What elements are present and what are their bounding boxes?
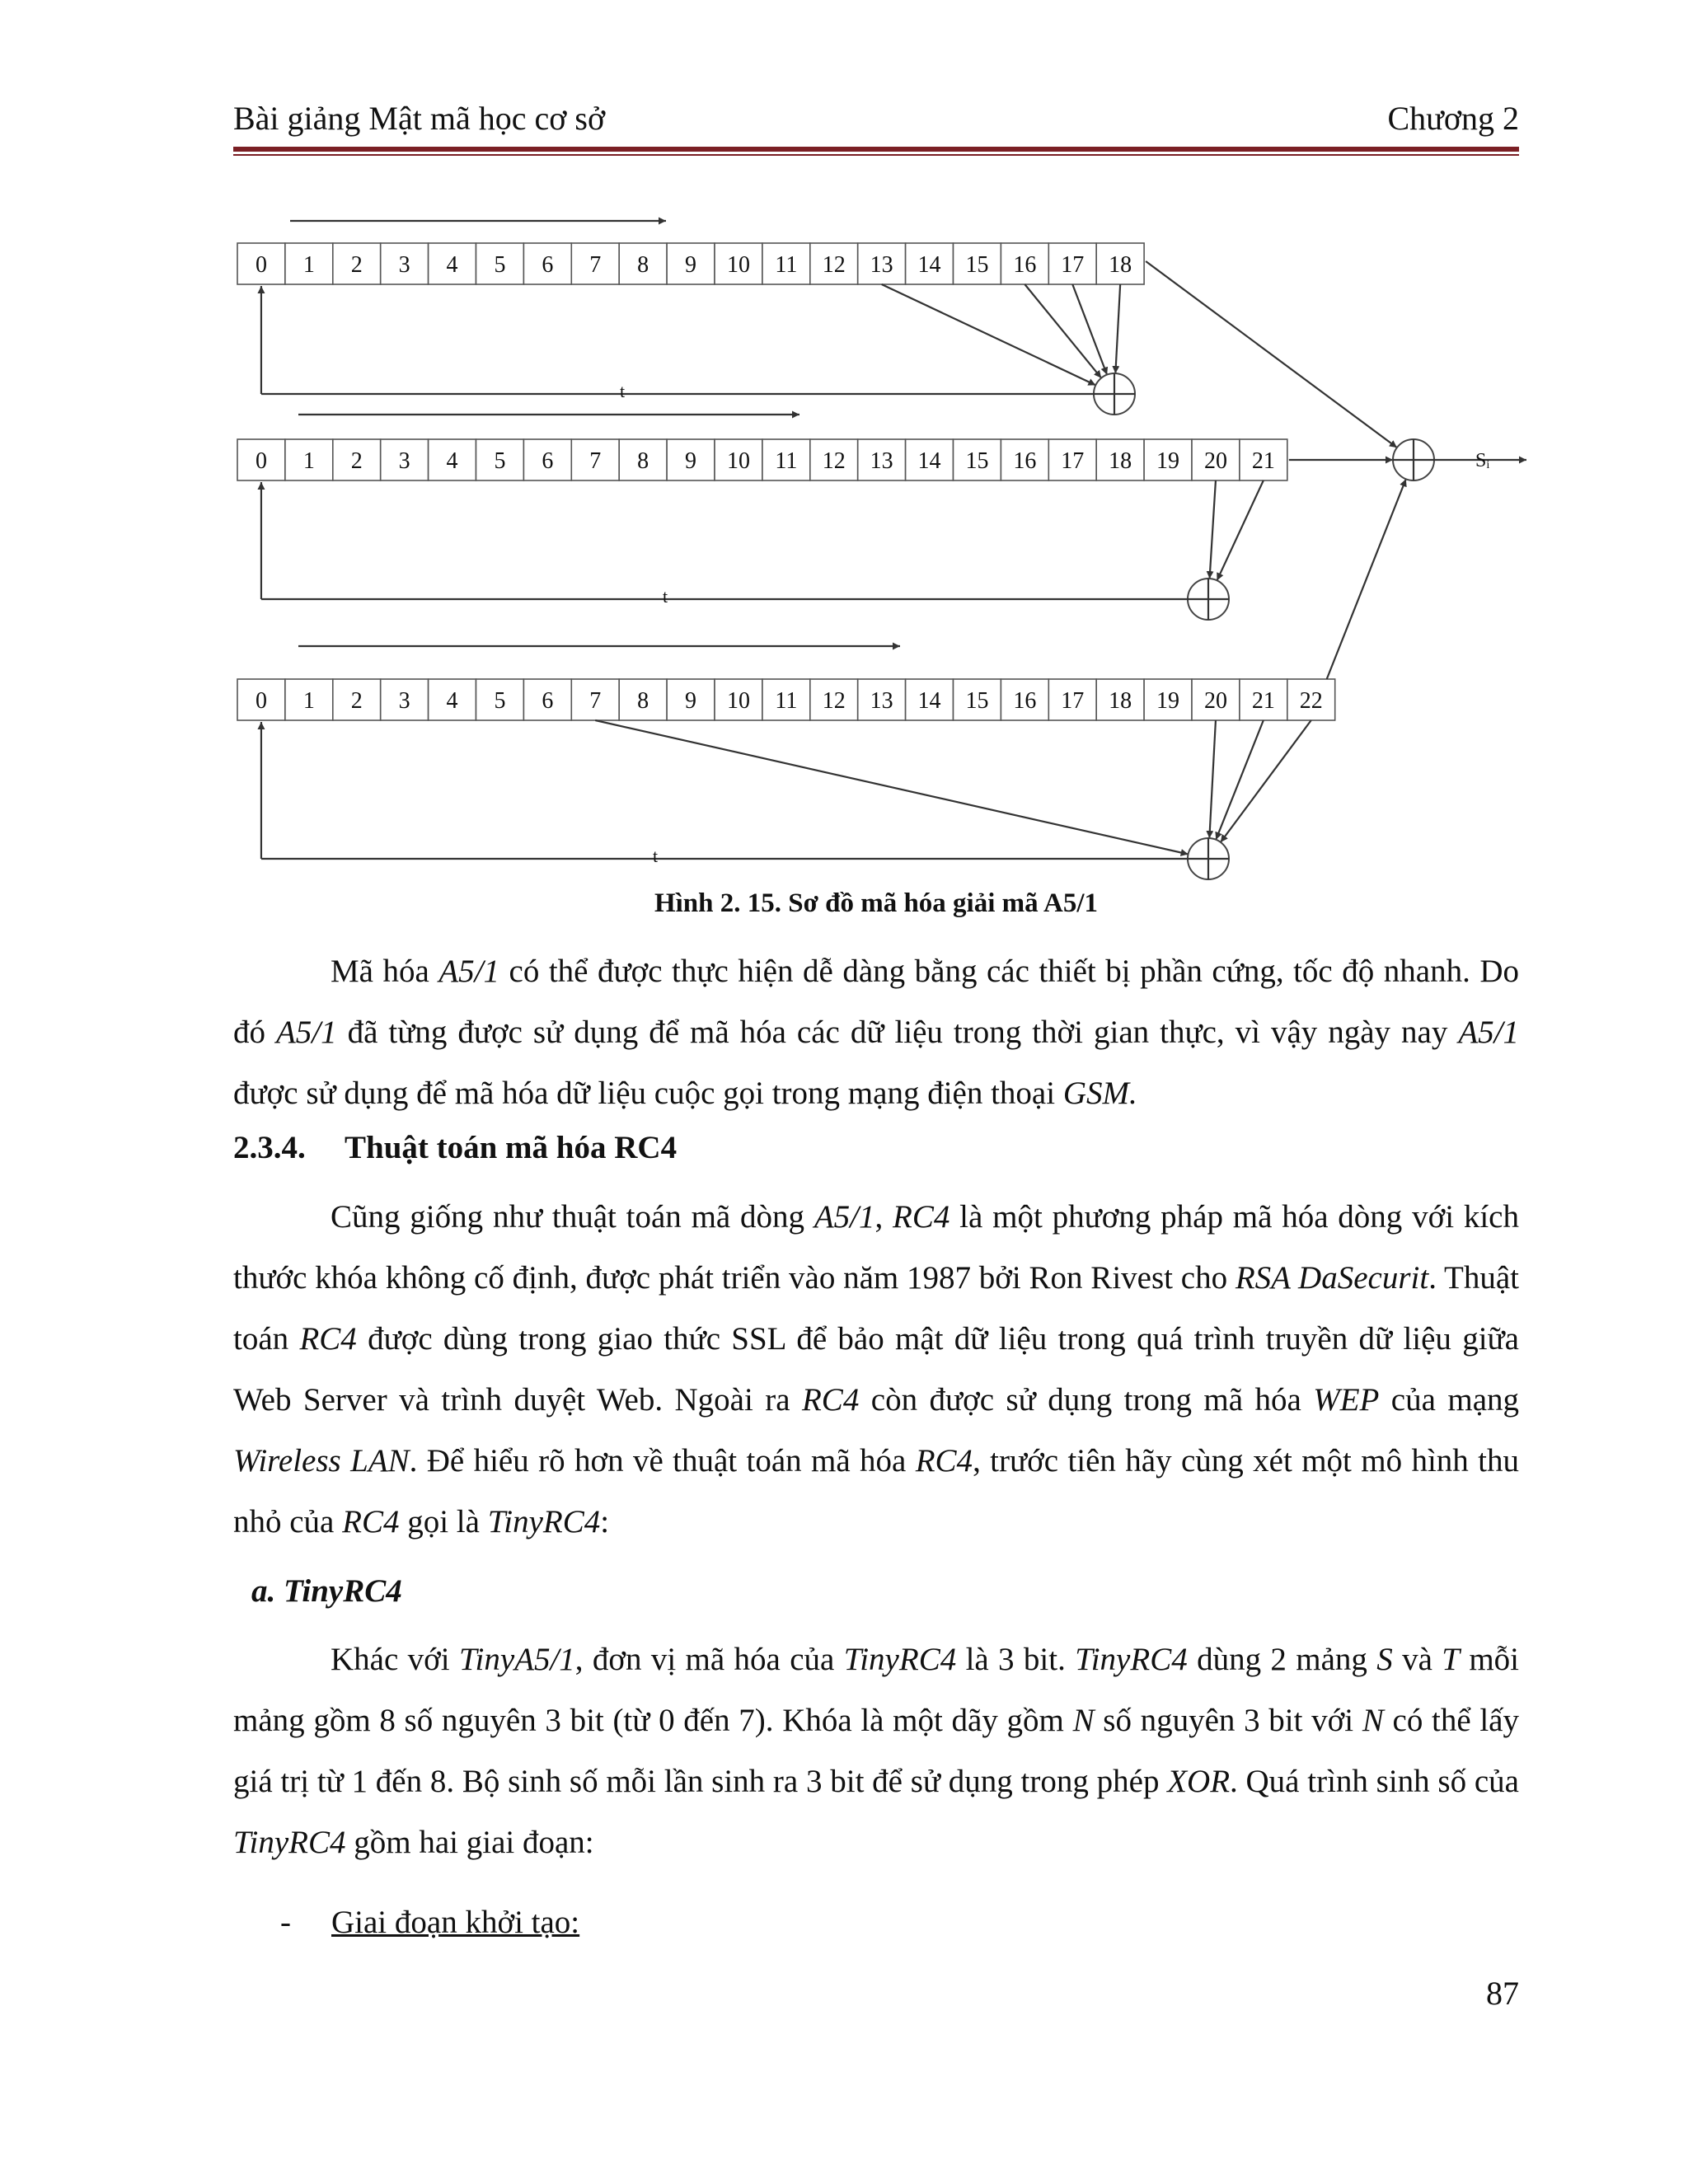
register-cell-label: 0	[255, 688, 267, 714]
p3-term: XOR	[1167, 1764, 1231, 1799]
p2-text: được dùng trong giao thức SSL để bảo mật dữ liệu trong quá trình truyền dữ liệu giữa Web Server và trình duyệt Web. Ngoài ra	[233, 1321, 1519, 1418]
register-cell-label: 9	[685, 252, 697, 278]
keystream-label: Sᵢ	[1475, 450, 1490, 471]
register-cell-label: 21	[1251, 448, 1275, 474]
feedback-label: t	[662, 586, 668, 607]
register-cell-label: 19	[1156, 688, 1180, 714]
feedback-label: t	[619, 381, 626, 401]
register-cell-label: 6	[542, 448, 554, 474]
p2-text: , trước tiên hãy cùng xét một mô hình thu nhỏ của	[233, 1443, 1519, 1540]
p2-term: A5/1	[814, 1199, 875, 1235]
figure-caption: Hình 2. 15. Sơ đồ mã hóa giải mã A5/1	[654, 888, 1099, 918]
register-cell-label: 4	[446, 688, 458, 714]
register-cell-label: 9	[685, 688, 697, 714]
register-cell-label: 17	[1061, 252, 1085, 278]
p2-term: TinyRC4	[487, 1504, 601, 1540]
register-cell-label: 4	[446, 252, 458, 278]
register-cell-label: 5	[494, 448, 506, 474]
register-cell-label: 0	[255, 448, 267, 474]
register-cell-label: 11	[775, 448, 798, 474]
register-cell-label: 8	[637, 688, 649, 714]
subsection-heading: a. TinyRC4	[251, 1573, 402, 1609]
register-cell-label: 14	[917, 688, 941, 714]
bullet-item	[280, 1904, 579, 1941]
tap-arrow	[882, 284, 1096, 385]
register-cell-label: 10	[726, 252, 750, 278]
p3-term: TinyA5/1	[458, 1642, 575, 1677]
p2-term: RC4	[342, 1504, 400, 1540]
register-cell-label: 5	[494, 688, 506, 714]
bullet-dash: -	[280, 1905, 291, 1940]
page-number: 87	[1486, 1975, 1519, 2012]
register-cell-label: 22	[1299, 688, 1323, 714]
register-cell-label: 20	[1203, 448, 1227, 474]
register-cell-label: 10	[726, 448, 750, 474]
p1-term: A5/1	[438, 954, 499, 989]
p2-term: RC4	[893, 1199, 950, 1235]
register-cell-label: 18	[1109, 448, 1132, 474]
register-cell-label: 13	[870, 448, 893, 474]
register-cell-label: 15	[965, 252, 989, 278]
register-cell-label: 7	[589, 448, 602, 474]
register-cell-label: 12	[822, 448, 846, 474]
paragraph-2	[233, 1187, 1519, 1553]
p3-text: Khác với	[331, 1642, 459, 1677]
section-number: 2.3.4.	[233, 1130, 306, 1165]
register-cell-label: 3	[398, 448, 410, 474]
p2-text: ,	[874, 1199, 893, 1235]
register-cell-label: 16	[1013, 688, 1037, 714]
register-cell-label: 1	[302, 688, 315, 714]
p1-term: GSM.	[1062, 1076, 1137, 1111]
tap-arrow	[595, 720, 1188, 854]
register-cell-label: 7	[589, 252, 602, 278]
p3-text: là 3 bit.	[956, 1642, 1076, 1677]
register-cell-label: 8	[637, 252, 649, 278]
tap-arrow	[1217, 480, 1264, 580]
p3-term: T	[1442, 1642, 1460, 1677]
p3-term: N	[1072, 1703, 1095, 1738]
p2-term: Wireless LAN	[233, 1443, 410, 1479]
register-cell-label: 12	[822, 252, 846, 278]
a51-diagram	[0, 0, 1688, 890]
tap-arrow	[1210, 480, 1216, 579]
p1-text: được sử dụng để mã hóa dữ liệu cuộc gọi trong mạng điện thoại	[233, 1076, 1063, 1111]
register-cell-label: 6	[542, 688, 554, 714]
p2-text: :	[600, 1504, 610, 1540]
register-cell-label: 13	[870, 252, 893, 278]
tap-arrow	[1209, 720, 1216, 838]
register-cell-label: 3	[398, 688, 410, 714]
register-cell-label: 12	[822, 688, 846, 714]
register-cell-label: 14	[917, 448, 941, 474]
p3-text: . Quá trình sinh số của	[1230, 1764, 1519, 1799]
p1-text: có thể được thực hiện dễ dàng bằng các thiết bị phần cứng, tốc độ nhanh. Do đó	[233, 954, 1519, 1050]
p2-term: RC4	[299, 1321, 357, 1357]
register-cell-label: 10	[726, 688, 750, 714]
p3-term: TinyRC4	[843, 1642, 957, 1677]
tap-arrow	[1216, 720, 1264, 840]
register-cell-label: 6	[542, 252, 554, 278]
p3-text: mỗi mảng gồm 8 số nguyên 3 bit (từ 0 đến 7). Khóa là một dãy gồm	[233, 1642, 1520, 1738]
register-cell-label: 1	[302, 448, 315, 474]
p1-text: đã từng được sử dụng để mã hóa các dữ liệu trong thời gian thực, vì vậy ngày nay	[336, 1015, 1459, 1050]
register-cell-label: 7	[589, 688, 602, 714]
register-cell-label: 0	[255, 252, 267, 278]
register-cell-label: 21	[1251, 688, 1275, 714]
p2-term: RC4	[801, 1382, 860, 1418]
register-cell-label: 8	[637, 448, 649, 474]
p3-text: và	[1392, 1642, 1442, 1677]
p2-text: còn được sử dụng trong mã hóa	[859, 1382, 1314, 1418]
register-cell-label: 1	[302, 252, 315, 278]
p2-text: . Thuật toán	[233, 1260, 1519, 1357]
register-cell-label: 2	[350, 688, 363, 714]
paragraph-1	[233, 941, 1519, 1124]
register-cell-label: 2	[350, 448, 363, 474]
register-cell-label: 18	[1109, 252, 1132, 278]
p3-term: TinyRC4	[233, 1825, 346, 1860]
p3-text: dùng 2 mảng	[1187, 1642, 1377, 1677]
tap-arrow	[1221, 720, 1311, 842]
register-cell-label: 5	[494, 252, 506, 278]
section-title: Thuật toán mã hóa RC4	[345, 1130, 678, 1165]
register-cell-label: 19	[1156, 448, 1180, 474]
p3-term: S	[1376, 1642, 1393, 1677]
register-cell-label: 3	[398, 252, 410, 278]
p2-term: RSA DaSecurit	[1235, 1260, 1429, 1296]
register-cell-label: 20	[1203, 688, 1227, 714]
p2-text: là một phương pháp mã hóa dòng với kích thước khóa không cố định, được phát triển vào năm 1987 bởi Ron Rivest cho	[233, 1199, 1519, 1296]
header-chapter: Chương 2	[1387, 100, 1519, 137]
tap-arrow	[1115, 284, 1120, 373]
tap-arrow	[1072, 284, 1107, 375]
bullet-text: Giai đoạn khởi tạo:	[331, 1905, 580, 1940]
p1-text: Mã hóa	[331, 954, 439, 989]
output-arrow	[1327, 479, 1406, 679]
p3-text: có thể lấy giá trị từ 1 đến 8. Bộ sinh số mỗi lần sinh ra 3 bit để sử dụng trong phép	[233, 1703, 1519, 1799]
p2-text: của mạng	[1379, 1382, 1519, 1418]
output-arrow	[1146, 261, 1397, 448]
register-cell-label: 9	[685, 448, 697, 474]
paragraph-3	[233, 1629, 1519, 1873]
feedback-label: t	[652, 846, 659, 866]
register-cell-label: 18	[1109, 688, 1132, 714]
register-cell-label: 2	[350, 252, 363, 278]
p3-text: số nguyên 3 bit với	[1094, 1703, 1362, 1738]
register-cell-label: 16	[1013, 252, 1037, 278]
p2-term: WEP	[1313, 1382, 1380, 1418]
p1-term: A5/1	[275, 1015, 337, 1050]
p2-text: . Để hiểu rõ hơn về thuật toán mã hóa	[409, 1443, 916, 1479]
p2-term: RC4	[915, 1443, 973, 1479]
register-cell-label: 17	[1061, 688, 1085, 714]
p3-text: , đơn vị mã hóa của	[574, 1642, 844, 1677]
p3-text: gồm hai giai đoạn:	[345, 1825, 594, 1860]
section-heading	[233, 1129, 677, 1166]
register-cell-label: 16	[1013, 448, 1037, 474]
header-title: Bài giảng Mật mã học cơ sở	[233, 100, 606, 137]
register-cell-label: 13	[870, 688, 893, 714]
p2-text: gọi là	[399, 1504, 488, 1540]
register-cell-label: 15	[965, 688, 989, 714]
register-cell-label: 4	[446, 448, 458, 474]
p3-term: N	[1362, 1703, 1384, 1738]
register-cell-label: 11	[775, 252, 798, 278]
register-cell-label: 15	[965, 448, 989, 474]
register-cell-label: 11	[775, 688, 798, 714]
p1-term: A5/1	[1458, 1015, 1520, 1050]
register-cell-label: 14	[917, 252, 941, 278]
p2-text: Cũng giống như thuật toán mã dòng	[331, 1199, 814, 1235]
register-cell-label: 17	[1061, 448, 1085, 474]
p3-term: TinyRC4	[1075, 1642, 1188, 1677]
